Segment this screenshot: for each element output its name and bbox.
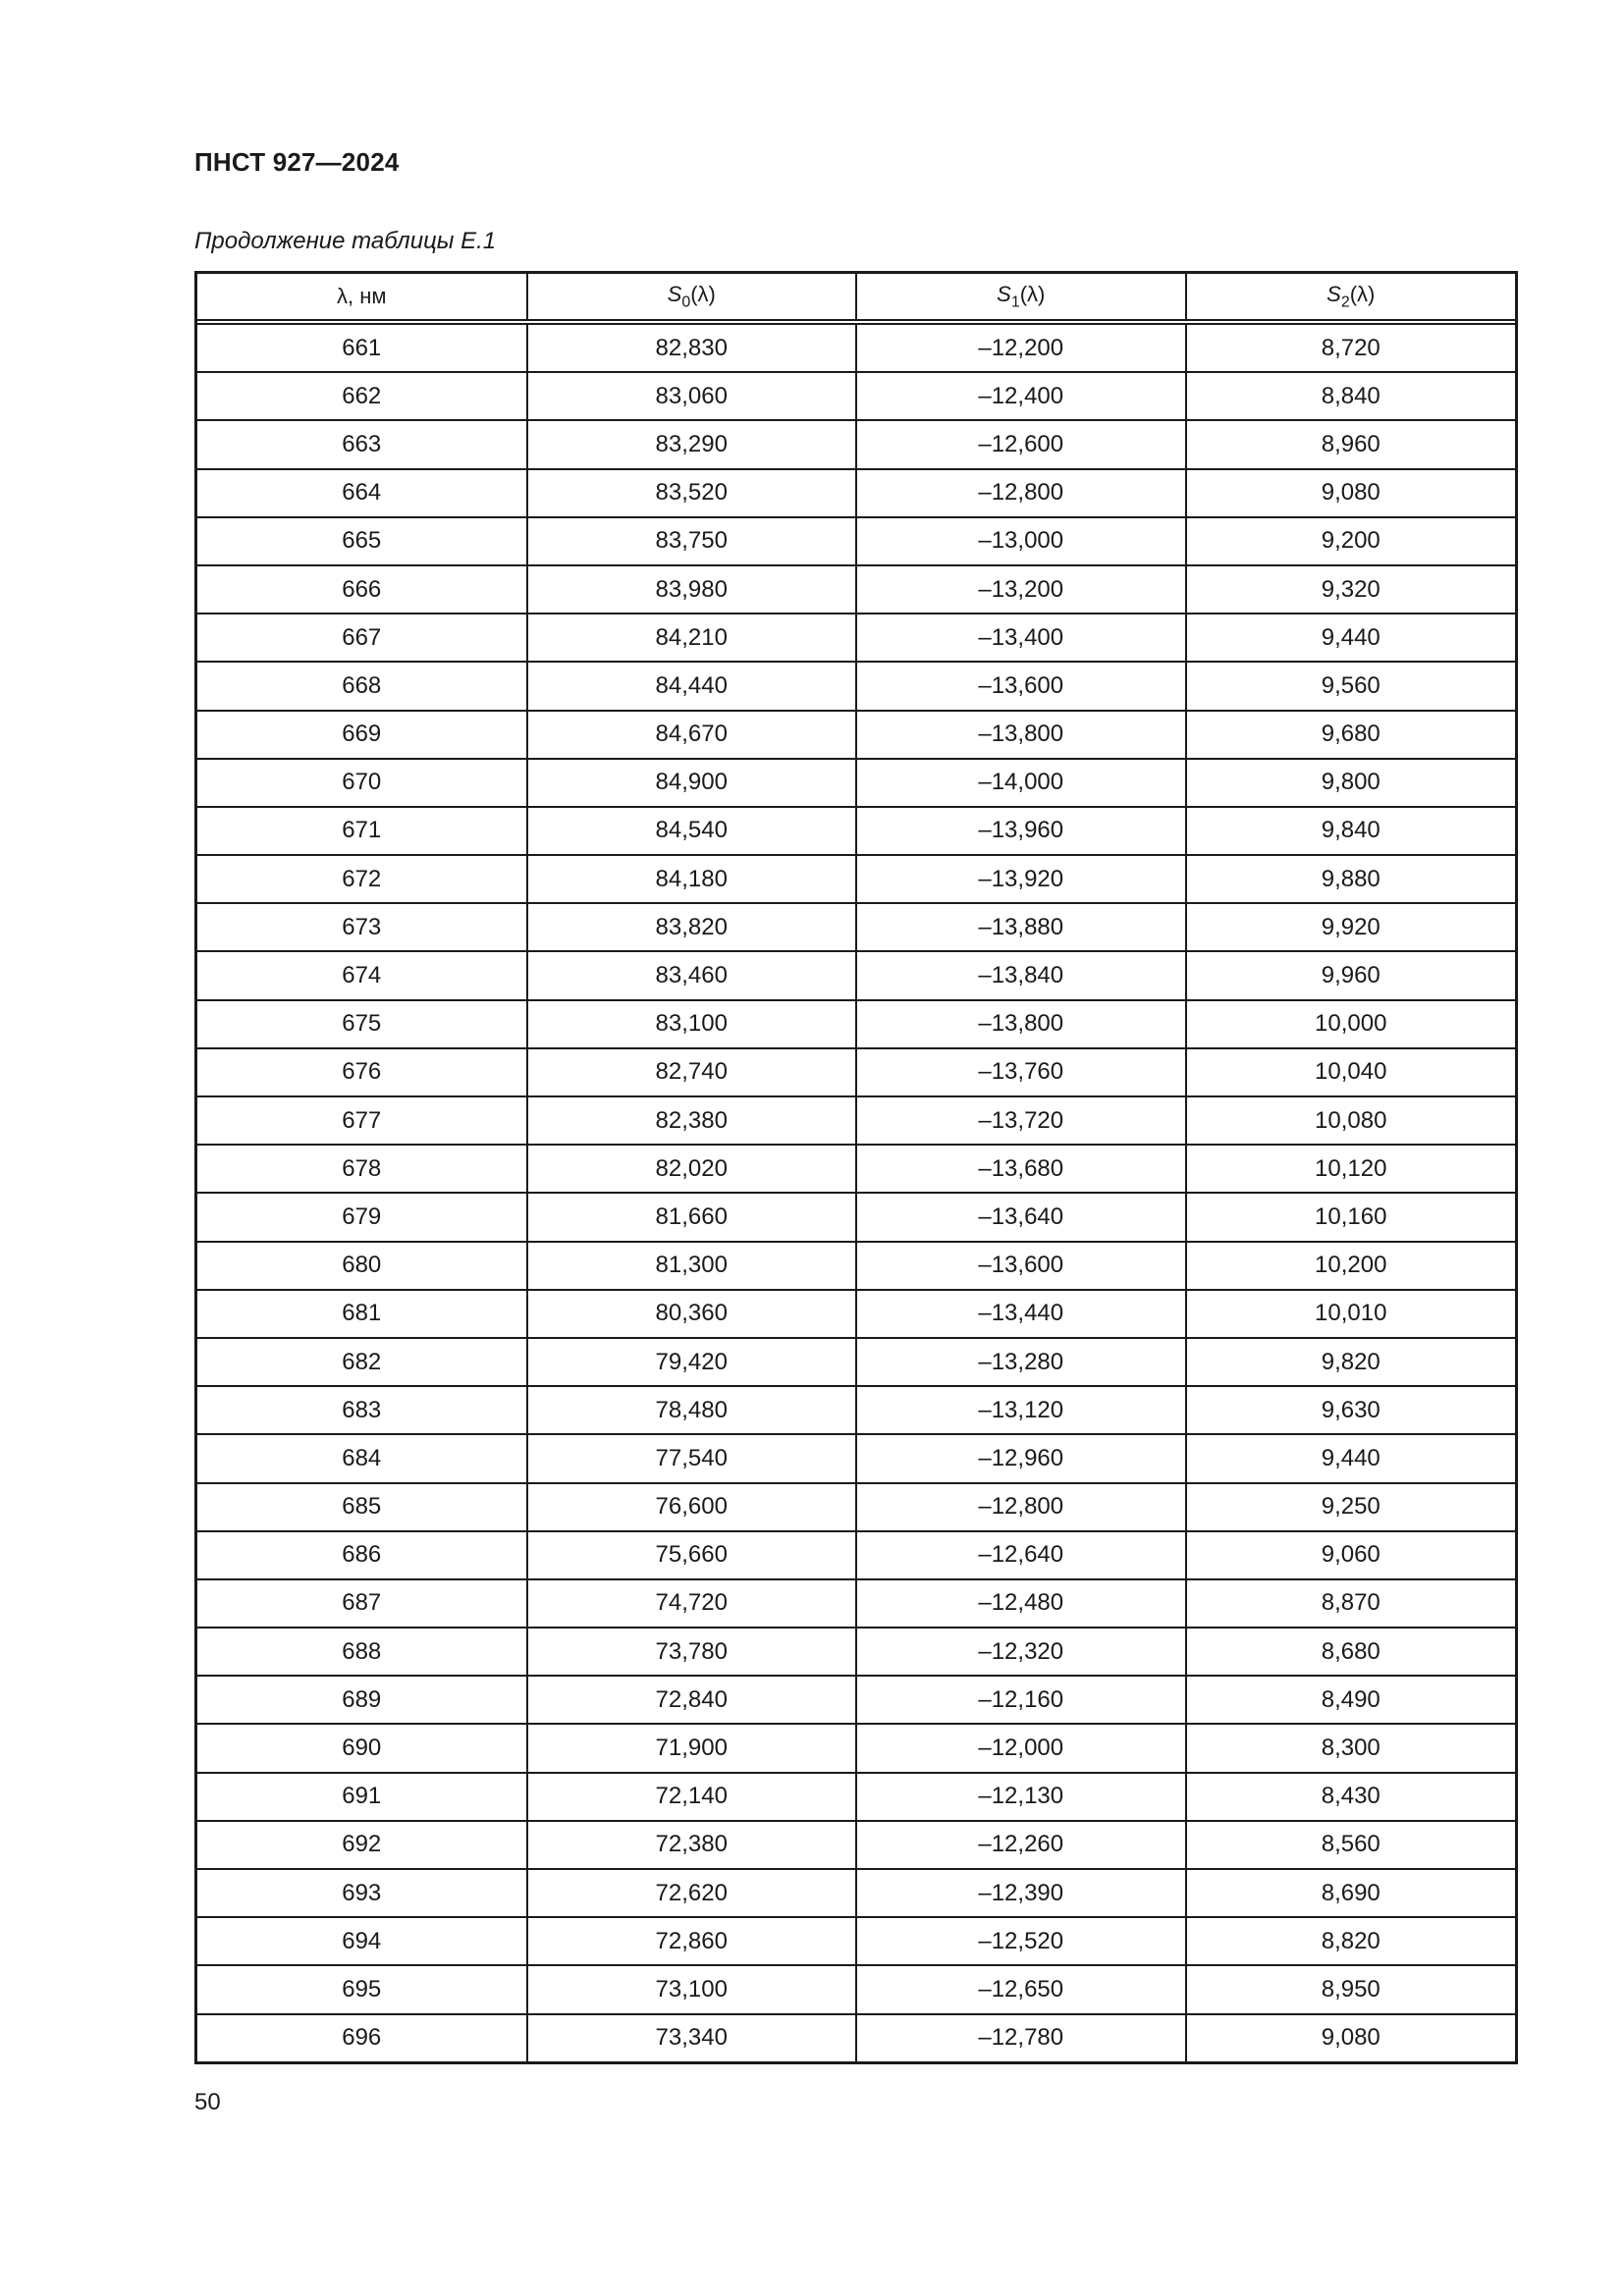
table-row [197,855,1515,903]
cell-s0: 82,740 [527,1048,857,1096]
cell-s0: 81,300 [527,1242,857,1290]
cell-s0: 73,100 [527,1965,857,2013]
cell-wavelength: 679 [197,1193,527,1241]
table-caption: Продолжение таблицы Е.1 [194,228,497,254]
cell-wavelength: 664 [197,469,527,517]
cell-wavelength: 682 [197,1338,527,1386]
cell-s0: 80,360 [527,1290,857,1338]
table-row [197,951,1515,999]
cell-s0: 72,620 [527,1869,857,1917]
table-row [197,1242,1515,1290]
table-row [197,1676,1515,1724]
table-body [197,322,1515,2061]
cell-s1: –13,720 [856,1096,1186,1145]
table-header-row [197,274,1515,322]
cell-wavelength: 692 [197,1821,527,1869]
cell-wavelength: 676 [197,1048,527,1096]
cell-s2: 10,040 [1186,1048,1516,1096]
cell-wavelength: 693 [197,1869,527,1917]
cell-s1: –13,000 [856,517,1186,565]
table-row [197,1483,1515,1531]
cell-s2: 9,200 [1186,517,1516,565]
cell-wavelength: 691 [197,1773,527,1821]
cell-s0: 75,660 [527,1531,857,1579]
cell-s0: 72,380 [527,1821,857,1869]
cell-s0: 83,820 [527,903,857,951]
cell-s2: 9,880 [1186,855,1516,903]
cell-s0: 82,020 [527,1145,857,1193]
cell-s1: –13,960 [856,807,1186,855]
cell-s2: 8,820 [1186,1917,1516,1965]
cell-s1: –12,000 [856,1724,1186,1772]
cell-s1: –12,640 [856,1531,1186,1579]
cell-s1: –13,400 [856,614,1186,662]
cell-s1: –13,200 [856,565,1186,614]
cell-s0: 83,980 [527,565,857,614]
cell-s1: –13,760 [856,1048,1186,1096]
cell-wavelength: 669 [197,711,527,759]
header-wavelength: λ, нм [197,274,527,322]
cell-s0: 82,830 [527,322,857,372]
cell-s2: 9,820 [1186,1338,1516,1386]
cell-s2: 9,680 [1186,711,1516,759]
cell-s2: 8,490 [1186,1676,1516,1724]
cell-s2: 9,560 [1186,662,1516,710]
cell-s2: 8,840 [1186,372,1516,420]
cell-s1: –13,120 [856,1386,1186,1434]
cell-s0: 74,720 [527,1579,857,1628]
cell-s2: 9,250 [1186,1483,1516,1531]
cell-s0: 76,600 [527,1483,857,1531]
cell-wavelength: 666 [197,565,527,614]
cell-s0: 84,210 [527,614,857,662]
cell-s2: 8,870 [1186,1579,1516,1628]
table-row [197,469,1515,517]
cell-s2: 8,430 [1186,1773,1516,1821]
cell-s0: 72,860 [527,1917,857,1965]
cell-s2: 10,080 [1186,1096,1516,1145]
table-row [197,1579,1515,1628]
cell-s2: 9,320 [1186,565,1516,614]
cell-s1: –12,520 [856,1917,1186,1965]
cell-s1: –13,640 [856,1193,1186,1241]
cell-wavelength: 696 [197,2014,527,2061]
cell-wavelength: 670 [197,759,527,807]
cell-s0: 82,380 [527,1096,857,1145]
cell-s2: 8,300 [1186,1724,1516,1772]
spectral-table [197,274,1515,2061]
cell-wavelength: 668 [197,662,527,710]
data-table-container [194,271,1518,2064]
document-code: ПНСТ 927—2024 [194,147,400,177]
cell-s1: –12,960 [856,1434,1186,1482]
cell-wavelength: 674 [197,951,527,999]
cell-wavelength: 681 [197,1290,527,1338]
cell-wavelength: 663 [197,420,527,468]
table-row [197,1965,1515,2013]
cell-wavelength: 662 [197,372,527,420]
cell-wavelength: 686 [197,1531,527,1579]
cell-s0: 81,660 [527,1193,857,1241]
header-s1: $S_1(\lambda)$ [856,274,1186,322]
table-row [197,807,1515,855]
table-row [197,711,1515,759]
cell-wavelength: 683 [197,1386,527,1434]
table-row [197,1096,1515,1145]
table-row [197,614,1515,662]
cell-wavelength: 685 [197,1483,527,1531]
page-number: 50 [194,2089,221,2115]
cell-s1: –13,680 [856,1145,1186,1193]
table-row [197,322,1515,372]
cell-s0: 72,140 [527,1773,857,1821]
cell-s2: 9,630 [1186,1386,1516,1434]
table-row [197,1724,1515,1772]
cell-wavelength: 667 [197,614,527,662]
table-row [197,1000,1515,1048]
cell-s0: 83,290 [527,420,857,468]
cell-s1: –12,800 [856,469,1186,517]
cell-s2: 10,010 [1186,1290,1516,1338]
cell-s1: –13,600 [856,662,1186,710]
cell-s2: 9,960 [1186,951,1516,999]
cell-wavelength: 672 [197,855,527,903]
cell-wavelength: 688 [197,1628,527,1676]
cell-s0: 73,340 [527,2014,857,2061]
table-row [197,1869,1515,1917]
cell-s1: –12,390 [856,1869,1186,1917]
cell-s0: 79,420 [527,1338,857,1386]
cell-s0: 84,670 [527,711,857,759]
cell-s0: 83,520 [527,469,857,517]
cell-s1: –13,440 [856,1290,1186,1338]
cell-wavelength: 687 [197,1579,527,1628]
cell-s1: –12,650 [856,1965,1186,2013]
cell-s1: –13,280 [856,1338,1186,1386]
cell-wavelength: 678 [197,1145,527,1193]
cell-s1: –13,840 [856,951,1186,999]
cell-s2: 8,690 [1186,1869,1516,1917]
table-row [197,903,1515,951]
cell-s2: 9,800 [1186,759,1516,807]
cell-s2: 10,160 [1186,1193,1516,1241]
table-row [197,1193,1515,1241]
cell-s1: –13,600 [856,1242,1186,1290]
table-row [197,372,1515,420]
cell-s0: 84,540 [527,807,857,855]
cell-s2: 8,680 [1186,1628,1516,1676]
table-row [197,1145,1515,1193]
cell-s0: 84,440 [527,662,857,710]
table-row [197,1290,1515,1338]
cell-wavelength: 684 [197,1434,527,1482]
cell-wavelength: 680 [197,1242,527,1290]
table-row [197,759,1515,807]
cell-wavelength: 695 [197,1965,527,2013]
cell-s2: 10,000 [1186,1000,1516,1048]
table-row [197,1531,1515,1579]
cell-s0: 84,180 [527,855,857,903]
cell-s1: –12,800 [856,1483,1186,1531]
cell-s2: 8,950 [1186,1965,1516,2013]
cell-s0: 83,750 [527,517,857,565]
cell-s2: 8,720 [1186,322,1516,372]
cell-s1: –12,400 [856,372,1186,420]
cell-wavelength: 694 [197,1917,527,1965]
table-row [197,1773,1515,1821]
cell-s1: –12,160 [856,1676,1186,1724]
table-row [197,1917,1515,1965]
table-row [197,2014,1515,2061]
cell-s1: –13,800 [856,1000,1186,1048]
table-row [197,662,1515,710]
cell-s1: –12,480 [856,1579,1186,1628]
table-row [197,420,1515,468]
cell-wavelength: 671 [197,807,527,855]
cell-s2: 8,560 [1186,1821,1516,1869]
cell-s1: –12,130 [856,1773,1186,1821]
cell-s1: –12,600 [856,420,1186,468]
cell-wavelength: 661 [342,334,382,361]
cell-s1: –12,320 [856,1628,1186,1676]
cell-wavelength: 673 [197,903,527,951]
header-s2: $S_2(\lambda)$ [1186,274,1516,322]
cell-wavelength: 690 [197,1724,527,1772]
cell-s2: 10,200 [1186,1242,1516,1290]
cell-s0: 83,460 [527,951,857,999]
cell-s2: 10,120 [1186,1145,1516,1193]
cell-s2: 9,080 [1186,2014,1516,2061]
cell-s0: 83,060 [527,372,857,420]
cell-s1: –12,200 [856,322,1186,372]
cell-s2: 9,920 [1186,903,1516,951]
cell-s0: 84,900 [527,759,857,807]
cell-s0: 78,480 [527,1386,857,1434]
table-row [197,1628,1515,1676]
cell-s0: 83,100 [527,1000,857,1048]
cell-s2: 8,960 [1186,420,1516,468]
cell-s2: 9,080 [1186,469,1516,517]
cell-s2: 9,060 [1186,1531,1516,1579]
table-row [197,517,1515,565]
cell-s0: 71,900 [527,1724,857,1772]
cell-s1: –12,780 [856,2014,1186,2061]
cell-s1: –13,920 [856,855,1186,903]
cell-s2: 9,840 [1186,807,1516,855]
table-row [197,1338,1515,1386]
cell-wavelength: 677 [197,1096,527,1145]
cell-s2: 9,440 [1186,1434,1516,1482]
header-s0: $S_0(\lambda)$ [527,274,857,322]
cell-s2: 9,440 [1186,614,1516,662]
cell-s0: 72,840 [527,1676,857,1724]
table-row [197,1048,1515,1096]
table-row [197,1821,1515,1869]
cell-wavelength: 689 [197,1676,527,1724]
cell-s1: –12,260 [856,1821,1186,1869]
cell-wavelength: 665 [197,517,527,565]
cell-wavelength: 675 [197,1000,527,1048]
cell-s0: 77,540 [527,1434,857,1482]
cell-s1: –14,000 [856,759,1186,807]
table-row [197,565,1515,614]
table-row [197,1386,1515,1434]
table-row [197,1434,1515,1482]
cell-s0: 73,780 [527,1628,857,1676]
cell-s1: –13,800 [856,711,1186,759]
cell-s1: –13,880 [856,903,1186,951]
